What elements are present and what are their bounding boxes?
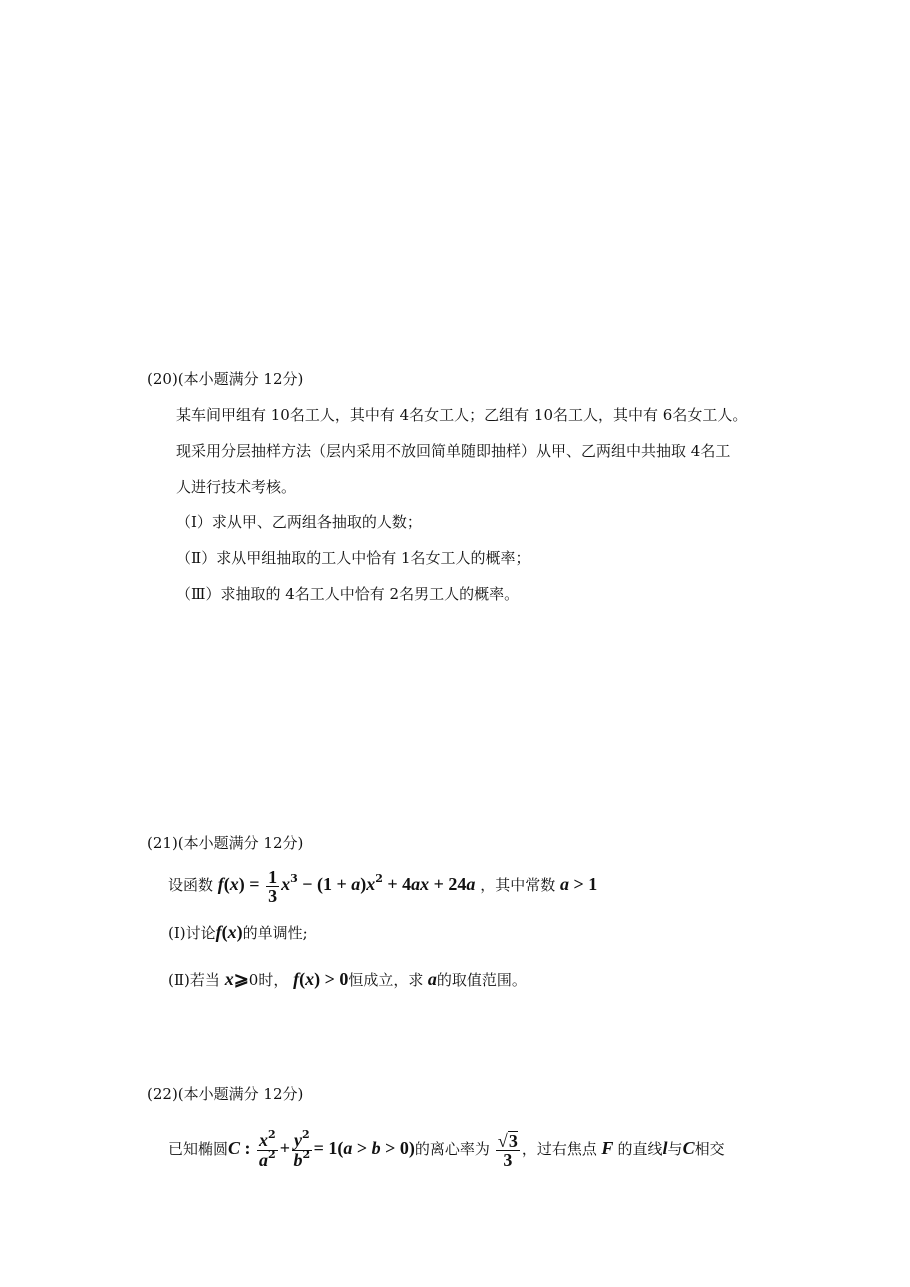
q20-paragraph-line-3: 人进行技术考核。 <box>176 478 297 496</box>
q21-item-2-post: 的取值范围。 <box>436 971 527 989</box>
q21-item-2-variable: a <box>423 969 437 989</box>
q21-constant-text: ，其中常数 <box>480 876 556 894</box>
q22-line-variable: l <box>662 1138 668 1158</box>
q21-item-2 <box>168 969 527 990</box>
q20-paragraph-line-1: 某车间甲组有 10名工人，其中有 4名女工人；乙组有 10名工人，其中有 6名女工人。 <box>176 406 748 424</box>
q22-ellipse-statement <box>168 1125 725 1172</box>
q20-item-3: （Ⅲ）求抽取的 4名工人中恰有 2名男工人的概率。 <box>176 585 520 603</box>
q22-curve-variable: C <box>682 1138 695 1158</box>
q22-and-text: 与 <box>667 1140 683 1158</box>
q21-item-2-pre: (Ⅱ)若当 <box>168 971 220 989</box>
q22-focus-variable: F <box>596 1138 618 1158</box>
q21-item-1 <box>168 922 308 943</box>
q21-function-formula: f(x) = $\frac{1}{3}$ $x^3 - (1 + a)x^2 + 4ax + 24a$ <box>217 866 476 906</box>
q21-constant-condition: a > 1 <box>560 874 598 894</box>
q20-paragraph-line-2: 现采用分层抽样方法（层内采用不放回简单随即抽样）从甲、乙两组中共抽取 4名工 <box>176 442 731 460</box>
q21-item-2-formula: f(x) > 0 <box>293 969 349 989</box>
q21-item-1-pre: (Ⅰ)讨论 <box>168 924 216 942</box>
q22-line-text: 的直线 <box>617 1140 663 1158</box>
q21-intro-text: 设函数 <box>168 876 214 894</box>
q22-intro-text: 已知椭圆 <box>168 1140 229 1158</box>
q22-ellipse-formula: C : $\frac{x^2}{a^2}$ + $\frac{y^2}{b^2}$ = 1(a > b > 0) <box>228 1127 415 1170</box>
q20-item-1: （Ⅰ）求从甲、乙两组各抽取的人数； <box>176 513 422 531</box>
q21-item-2-condition: x⩾ <box>224 969 249 989</box>
q22-focus-text: ，过右焦点 <box>521 1140 597 1158</box>
q20-header: (20)(本小题满分 12分) <box>147 370 304 388</box>
q21-item-1-post: 的单调性; <box>242 924 308 942</box>
q20-item-2: （Ⅱ）求从甲组抽取的工人中恰有 1名女工人的概率； <box>176 549 531 567</box>
q21-item-2-mid2: 恒成立，求 <box>348 971 424 989</box>
q21-item-2-mid: 0时， <box>248 971 289 989</box>
q22-eccentricity-text: 的离心率为 <box>414 1140 490 1158</box>
q22-end-text: 相交 <box>694 1140 725 1158</box>
q22-header: (22)(本小题满分 12分) <box>147 1085 304 1103</box>
q21-item-1-formula: f(x) <box>215 922 243 942</box>
q21-function-definition <box>168 864 597 905</box>
q22-eccentricity-value: $\frac{√3}{3}$ <box>497 1131 518 1170</box>
q21-header: (21)(本小题满分 12分) <box>147 834 304 852</box>
